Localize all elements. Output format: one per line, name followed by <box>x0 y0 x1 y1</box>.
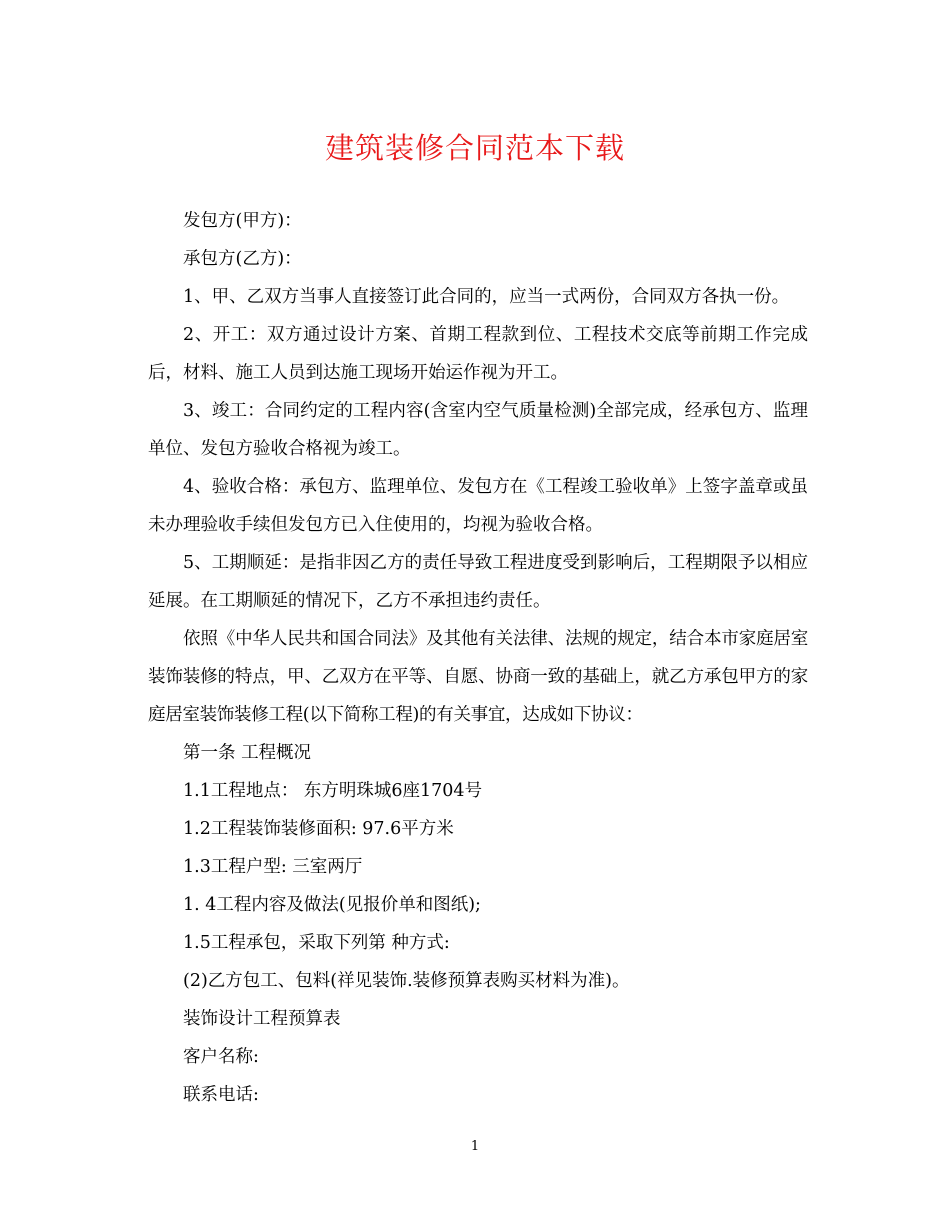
paragraph-contractor: 承包方(乙方)： <box>183 249 302 269</box>
paragraph-clause-5: 5、工期顺延：是指非因乙方的责任导致工程进度受到影响后，工程期限予以相应延展。在工期顺延的情况下，乙方不承担违约责任。 <box>148 553 808 611</box>
paragraph-client-name: 客户名称: <box>183 1047 259 1067</box>
paragraph-preamble: 依照《中华人民共和国合同法》及其他有关法律、法规的规定，结合本市家庭居室装饰装修的特点，甲、乙双方在平等、自愿、协商一致的基础上，就乙方承包甲方的家庭居室装饰装修工程(以下简称工程)的有关事宜，达成如下协议： <box>148 629 808 725</box>
paragraph-clause-4: 4、验收合格：承包方、监理单位、发包方在《工程竣工验收单》上签字盖章或虽未办理验收手续但发包方已入住使用的，均视为验收合格。 <box>148 477 808 535</box>
paragraph-contact-phone: 联系电话: <box>183 1085 259 1105</box>
document-body <box>148 202 808 1114</box>
paragraph-clause-2: 2、开工：双方通过设计方案、首期工程款到位、工程技术交底等前期工作完成后，材料、施工人员到达施工现场开始运作视为开工。 <box>148 325 808 383</box>
paragraph-option-2: (2)乙方包工、包料(祥见装饰.装修预算表购买材料为准)。 <box>183 971 630 991</box>
paragraph-item-1-4: 1. 4工程内容及做法(见报价单和图纸); <box>183 895 481 915</box>
paragraph-item-1-3: 1.3工程户型: 三室两厅 <box>183 857 363 877</box>
paragraph-article-1-heading: 第一条 工程概况 <box>183 743 312 763</box>
paragraph-item-1-2: 1.2工程装饰装修面积: 97.6平方米 <box>183 819 454 839</box>
paragraph-budget-table-heading: 装饰设计工程预算表 <box>183 1009 341 1029</box>
paragraph-clause-3: 3、竣工：合同约定的工程内容(含室内空气质量检测)全部完成，经承包方、监理单位、发包方验收合格视为竣工。 <box>148 401 808 459</box>
page-number: 1 <box>470 1139 480 1154</box>
paragraph-clause-1: 1、甲、乙双方当事人直接签订此合同的，应当一式两份，合同双方各执一份。 <box>183 287 790 307</box>
paragraph-item-1-5: 1.5工程承包，采取下列第 种方式: <box>183 933 450 953</box>
paragraph-employer: 发包方(甲方)： <box>183 211 302 231</box>
document-title: 建筑装修合同范本下载 <box>324 131 625 165</box>
paragraph-item-1-1: 1.1工程地点： 东方明珠城6座1704号 <box>183 781 483 801</box>
